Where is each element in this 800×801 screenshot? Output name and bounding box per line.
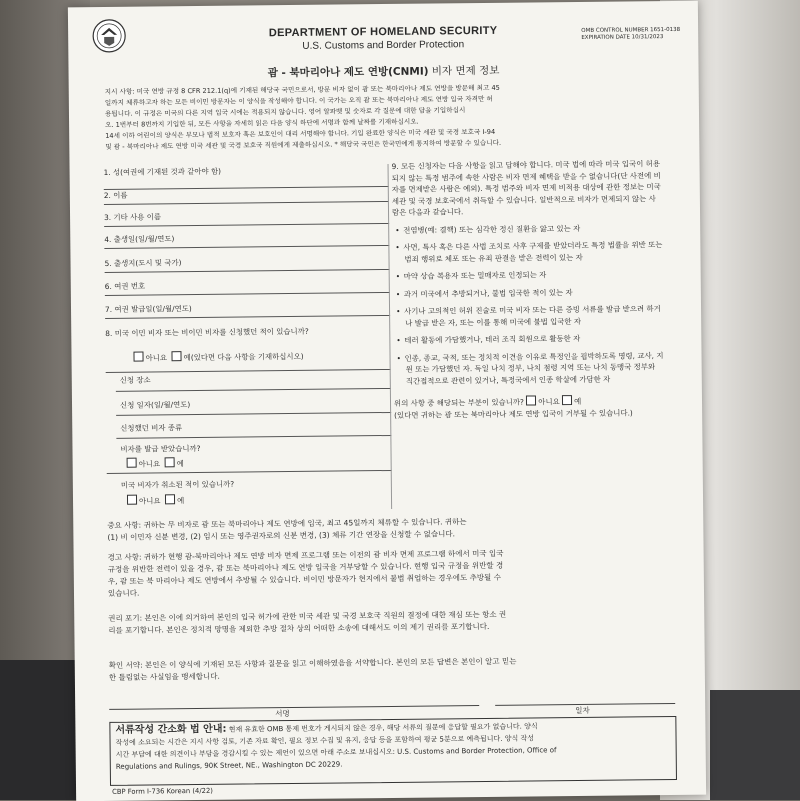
q9-bullet: • 테러 활동에 가담했거나, 테러 조직 회원으로 활동한 자 <box>405 332 663 346</box>
surname-field[interactable] <box>104 164 389 178</box>
agency-name: U.S. Customs and Border Protection <box>302 39 465 52</box>
background-bottom-right <box>710 690 800 800</box>
certification-line: 확인 서약: 본인은 이 양식에 기재된 모든 사항과 질문을 읽고 이해하였음을 서약합니다. 본인의 모든 답변은 본인이 알고 믿는 <box>108 656 517 670</box>
form-title-bold: 괌 - 북마리아나 제도 연방(CNMI) <box>267 65 429 80</box>
q9-no-label: 아니요 <box>538 397 560 407</box>
q8-yes-label: 예(있다면 다음 사항을 기재하십시오) <box>183 351 304 363</box>
important-notice <box>107 514 672 544</box>
form-number: CBP Form I-736 Korean (4/22) <box>112 786 213 796</box>
birth-place-field[interactable] <box>104 255 389 269</box>
omb-info <box>581 27 680 42</box>
given-name-field[interactable] <box>104 187 389 201</box>
visa-type-label: 신청했던 비자 종류 <box>120 423 183 433</box>
q8-no-label: 아니요 <box>145 353 168 363</box>
visa-revoked-yes-label: 예 <box>177 496 185 506</box>
instruction-line: 오. 1번부터 8번까지 기입한 뒤, 모든 사항을 자세히 읽은 다음 양식 하단에 서명과 함께 날짜를 기재하십시오. <box>105 117 419 129</box>
q9-bullet: • 인종, 종교, 국적, 또는 정치적 이견을 이유로 특정인을 핍박하도록 명령, 교사, 지원 또는 가담했던 자. 독일 나치 정부, 나치 점령 지역 또는 나치 동맹국 정부와 직간접적으로 관련이 있거나, 특정국에서 인종 학살에 가담한 자 <box>405 350 663 387</box>
visa-issued-options <box>127 457 184 470</box>
certification-notice <box>109 654 674 684</box>
q9-bullet: • 사기나 고의적인 허위 진술로 미국 비자 또는 다른 증빙 서류를 발급 받으려 하거나 발급 받은 자, 또는 이를 통해 미국에 불법 입국한 자 <box>405 303 663 329</box>
apply-place-line[interactable] <box>116 388 391 392</box>
instruction-line: 14세 이하 어린이의 양식은 부모나 법적 보호자 혹은 보호인이 대리 서명해야 합니다. 기입 완료한 양식은 미국 세관 및 국경 보호국 I-94 <box>105 127 496 140</box>
department-name: DEPARTMENT OF HOMELAND SECURITY <box>268 24 498 40</box>
instructions <box>105 81 666 153</box>
visa-revoked-options <box>127 494 184 507</box>
q9-question: 위의 사항 중 해당되는 부분이 있습니까? <box>393 397 524 408</box>
birth-date-field[interactable] <box>104 231 389 245</box>
signature-line[interactable] <box>109 705 479 710</box>
applicant-fields <box>103 156 388 506</box>
visa-issued-yes-checkbox[interactable] <box>165 457 175 467</box>
visa-issued-yes-label: 예 <box>176 459 184 469</box>
omb-expiration: EXPIRATION DATE 10/31/2023 <box>581 34 664 41</box>
given-name-label: 2. 이름 <box>103 190 128 200</box>
instruction-line: 일까지 체류하고자 하는 모든 비이민 방문자는 이 양식을 작성해야 합니다. 이 국가는 오직 괌 또는 북마리아나 제도 연방 입국 자격만 허 <box>104 94 493 107</box>
apply-date-label: 신청 일자(일/월/연도) <box>119 400 191 410</box>
waiver-line: 권리 포기: 본인은 이에 의거하여 본인의 입국 허가에 관한 미국 세관 및 국경 보호국 직원의 결정에 대한 재심 또는 항소 권 <box>108 609 507 623</box>
form-paper <box>68 1 706 801</box>
birth-place-label: 5. 출생지(도시 및 국가) <box>104 258 182 268</box>
q8-options <box>133 350 303 364</box>
pra-line: 시간 부담에 대한 의견이나 부담을 경감시킬 수 있는 제언이 있으면 아래 주소로 보내십시오: U.S. Customs and Border Protection, Office of <box>115 746 557 759</box>
passport-number-field[interactable] <box>105 278 390 292</box>
birth-date-label: 4. 출생일(일/월/연도) <box>104 234 175 244</box>
apply-date-line[interactable] <box>116 412 391 416</box>
q9-bullet: • 전염병(예: 결핵) 또는 심각한 정신 질환을 앓고 있는 자 <box>404 222 662 236</box>
passport-issue-date-label: 7. 여권 발급일(일/월/연도) <box>104 304 192 314</box>
warning-line: 규정을 위반한 전력이 있을 경우, 괌 또는 북마리아나 제도 연방 입국을 거부당할 수 있습니다. 현행 입국 규정을 위반할 경 <box>107 560 504 574</box>
warning-line: 경고 사항: 귀하가 현행 괌-북마리아나 제도 연방 비자 면제 프로그램 또는 이전의 괌 비자 면제 프로그램 하에서 미국 입국 <box>107 548 504 562</box>
waiver-line: 리를 포기합니다. 본인은 정치적 망명을 제외한 추방 절차 상의 어떠한 소송에 대해서도 이의 제기 권리를 포기합니다. <box>108 621 490 635</box>
paperwork-notice <box>115 719 671 773</box>
instruction-line: 지시 사항: 미국 연방 규정 8 CFR 212.1(q)에 기재된 해당국 국민으로서, 방문 비자 없이 괌 또는 북마리아나 제도 연방을 방문해 최고 45 <box>104 83 500 96</box>
q9-bullet: • 사면, 특사 혹은 다른 사법 조치로 사후 구제를 받았더라도 특정 법률을 위반 또는 범죄 행위로 체포 또는 유죄 판결을 받은 전력이 있는 자 <box>404 239 662 265</box>
warning-line: 우, 괌 또는 북 마리아나 제도 연방에서 추방될 수 있습니다. 비이민 방문자가 현지에서 불법 취업하는 경우에도 추방될 수 <box>107 572 501 586</box>
q9-bullets <box>392 222 664 387</box>
q9-section <box>391 158 664 421</box>
q9-bullet: • 과거 미국에서 추방되거나, 불법 입국한 적이 있는 자 <box>405 286 663 300</box>
date-label: 일자 <box>575 705 590 716</box>
pra-line: 작성에 소요되는 시간은 지시 사항 검토, 기존 자료 확인, 필요 정보 수집 및 유지, 응답 등을 포함하여 평균 5분으로 예측됩니다. 양식 작성 <box>115 734 535 747</box>
form-title-normal: 비자 면제 정보 <box>428 64 500 78</box>
other-names-field[interactable] <box>104 209 389 223</box>
warning-notice <box>108 546 673 600</box>
q9-bullet: • 마약 상습 복용자 또는 밀매자로 인정되는 자 <box>405 268 663 282</box>
q8-divider <box>106 369 391 373</box>
form-title <box>68 61 698 83</box>
certification-line: 한 틀림없는 사실임을 맹세합니다. <box>108 671 220 682</box>
q8-yes-checkbox[interactable] <box>172 351 182 361</box>
passport-issue-date-field[interactable] <box>105 301 390 315</box>
passport-number-label: 6. 여권 번호 <box>104 281 146 291</box>
q8-question: 8. 미국 이민 비자 또는 비이민 비자를 신청했던 적이 있습니까? <box>105 326 309 338</box>
instruction-line: 및 괌 - 북마리아나 제도 연방 미국 세관 및 국경 보호국 직원에게 제출하십시오. * 해당국 국민은 한국민에게 통지하여 방문할 수 있습니다. <box>105 138 502 151</box>
pra-text: 현재 유효한 OMB 통제 번호가 게시되지 않은 경우, 해당 서류의 질문에 응답할 필요가 없습니다. 양식 <box>226 722 538 734</box>
pra-heading: 서류작성 간소화 법 안내: <box>115 723 227 736</box>
visa-revoked-no-checkbox[interactable] <box>127 495 137 505</box>
important-line: (1) 비 이민자 신분 변경, (2) 임시 또는 영주권자로의 신분 변경, (3) 체류 기간 연장을 신청할 수 없습니다. <box>107 529 456 542</box>
omb-number: OMB CONTROL NUMBER 1651-0138 <box>581 26 681 34</box>
q9-yes-label: 예 <box>574 396 582 407</box>
q9-note: (있다면 귀하는 괌 또는 북마리아나 제도 연방 입국이 거부될 수 있습니다.) <box>394 407 633 420</box>
visa-issued-question: 비자를 발급 받았습니까? <box>120 443 201 454</box>
waiver-notice <box>108 607 673 637</box>
apply-place-label: 신청 장소 <box>119 375 151 385</box>
q9-intro: 9. 모든 신청자는 다음 사항을 읽고 답해야 합니다. 미국 법에 따라 미국 입국이 허용되지 않는 특정 범주에 속한 사람은 비자 면제 혜택을 받을 수 없습니다(단 사전에 비자를 면제받은 사람은 예외). 특정 범주와 비자 면제 비적용 대상에 관한 정보는 미국 세관 및 국경 보호국에서 취득할 수 있습니다. 일반적으로 비자가 면제되지 않는 사람은 다음과 같습니다. <box>391 159 661 217</box>
instruction-line: 용됩니다. 이 규정은 미국의 다른 지역 입국 시에는 적용되지 않습니다. 영어 알파벳 및 숫자로 각 질문에 대한 답을 기입하십시 <box>104 106 466 118</box>
visa-issued-no-label: 아니요 <box>138 459 161 469</box>
visa-revoked-question: 미국 비자가 취소된 적이 있습니까? <box>120 479 235 490</box>
other-names-label: 3. 기타 사용 이름 <box>104 212 162 222</box>
signature-label: 서명 <box>275 709 290 719</box>
important-line: 중요 사항: 귀하는 무 비자로 괌 또는 북마리아나 제도 연방에 입국, 최고 45일까지 체류할 수 있습니다. 귀하는 <box>107 517 467 530</box>
warning-line: 있습니다. <box>107 588 140 598</box>
visa-revoked-yes-checkbox[interactable] <box>165 494 175 504</box>
q9-no-checkbox[interactable] <box>526 395 536 405</box>
visa-revoked-no-label: 아니요 <box>138 496 161 506</box>
visa-type-line[interactable] <box>116 435 391 439</box>
visa-issued-no-checkbox[interactable] <box>127 458 137 468</box>
q9-yes-checkbox[interactable] <box>562 395 572 405</box>
pra-line: Regulations and Rulings, 90K Street, NE., Washington DC 20229. <box>115 760 343 771</box>
q8-no-checkbox[interactable] <box>133 352 143 362</box>
surname-label: 1. 성(여권에 기재된 것과 같아야 함) <box>103 166 222 177</box>
issued-divider <box>107 470 392 474</box>
